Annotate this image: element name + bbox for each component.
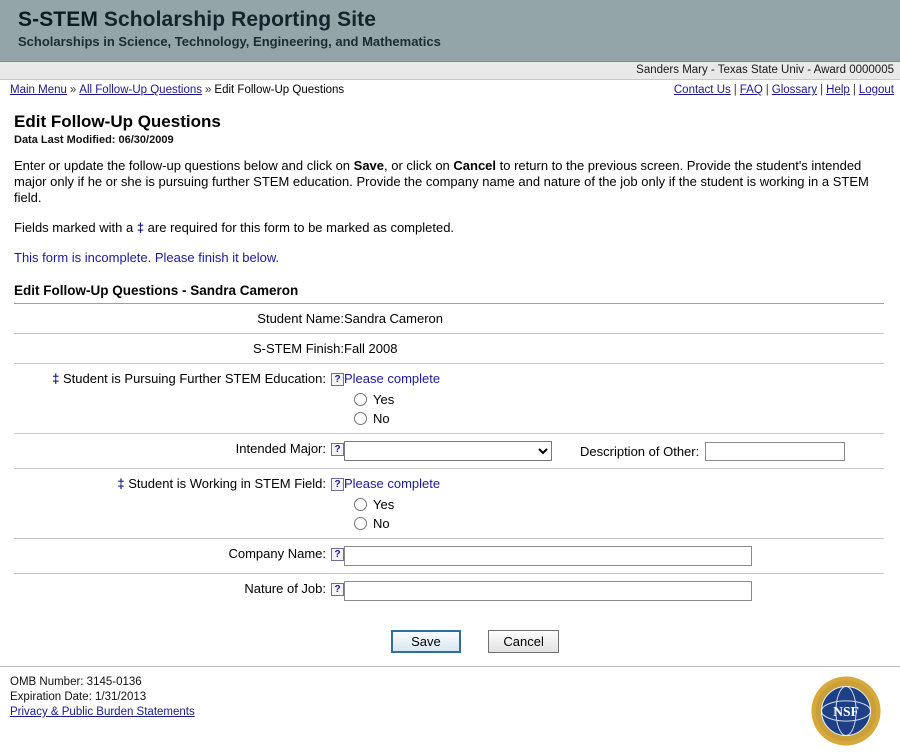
help-icon-company-name[interactable]: ? bbox=[331, 548, 344, 561]
company-name-label-text: Company Name: bbox=[228, 546, 326, 561]
data-last-modified: Data Last Modified: 06/30/2009 bbox=[14, 134, 174, 146]
sstem-finish-label: S-STEM Finish: bbox=[252, 341, 344, 356]
pursuing-education-label-text: Student is Pursuing Further STEM Education: bbox=[62, 371, 326, 386]
table-row-company-name bbox=[14, 539, 884, 574]
faq-link[interactable]: FAQ bbox=[739, 84, 763, 96]
user-info-bar bbox=[0, 62, 900, 80]
pursuing-yes-label: Yes bbox=[373, 392, 395, 407]
nsf-seal-icon bbox=[810, 675, 882, 747]
intended-major-select[interactable] bbox=[344, 441, 552, 461]
omb-number: OMB Number: 3145-0136 bbox=[10, 676, 142, 688]
nsf-seal-text: NSF bbox=[833, 704, 859, 720]
breadcrumb-separator-1: » bbox=[69, 84, 77, 96]
breadcrumb-separator-2: » bbox=[205, 84, 212, 96]
working-stem-label bbox=[14, 469, 344, 539]
breadcrumb-all-followup-questions[interactable]: All Follow-Up Questions bbox=[79, 84, 203, 96]
instructions-part-3: to return to the previous screen. Provide the student's intended major only if he or she is pursuing further STEM education. Provide the company name and nature of the job only if the student is working in a STEM field. bbox=[14, 158, 869, 205]
link-separator-2: | bbox=[765, 84, 769, 96]
pursuing-yes-radio[interactable] bbox=[354, 393, 367, 406]
required-note-part-2: are required for this form to be marked as completed. bbox=[144, 220, 455, 235]
student-name-value: Sandra Cameron bbox=[344, 311, 443, 326]
pursuing-education-field bbox=[344, 364, 884, 434]
sstem-finish-value: Fall 2008 bbox=[344, 341, 398, 356]
intended-major-label bbox=[14, 434, 344, 469]
site-subtitle: Scholarships in Science, Technology, Engineering, and Mathematics bbox=[18, 34, 441, 49]
expiration-date: Expiration Date: 1/31/2013 bbox=[10, 691, 147, 703]
help-link[interactable]: Help bbox=[826, 84, 850, 96]
site-footer bbox=[0, 666, 900, 756]
contact-us-link[interactable]: Contact Us bbox=[673, 84, 731, 96]
help-icon-pursuing[interactable]: ? bbox=[331, 373, 344, 386]
required-marker-working-icon: ‡ bbox=[117, 476, 125, 491]
save-button[interactable]: Save bbox=[391, 630, 461, 653]
breadcrumb-main-menu[interactable]: Main Menu bbox=[10, 84, 67, 96]
nature-of-job-label bbox=[14, 574, 344, 609]
student-name-label: Student Name: bbox=[257, 311, 344, 326]
working-status-message: Please complete bbox=[344, 476, 441, 491]
form-actions bbox=[14, 630, 886, 653]
cancel-button[interactable]: Cancel bbox=[488, 630, 558, 653]
pursuing-no-row[interactable] bbox=[344, 411, 884, 426]
logout-link[interactable]: Logout bbox=[858, 84, 894, 96]
site-header bbox=[0, 0, 900, 62]
working-no-label: No bbox=[373, 516, 390, 531]
pursuing-no-radio[interactable] bbox=[354, 412, 367, 425]
working-stem-label-text: Student is Working in STEM Field: bbox=[128, 476, 326, 491]
main-content bbox=[0, 100, 900, 653]
form-incomplete-message: This form is incomplete. Please finish it below. bbox=[14, 250, 280, 265]
required-note-part-1: Fields marked with a bbox=[14, 220, 137, 235]
link-separator-4: | bbox=[852, 84, 856, 96]
glossary-link[interactable]: Glossary bbox=[771, 84, 818, 96]
table-row-nature-of-job bbox=[14, 574, 884, 609]
followup-questions-form bbox=[14, 303, 884, 608]
company-name-label bbox=[14, 539, 344, 574]
table-row-working-stem bbox=[14, 469, 884, 539]
intended-major-field bbox=[344, 434, 884, 469]
pursuing-no-label: No bbox=[373, 411, 390, 426]
help-icon-working-stem[interactable]: ? bbox=[331, 478, 344, 491]
instructions-save-word: Save bbox=[353, 158, 385, 173]
working-no-row[interactable] bbox=[344, 516, 884, 531]
company-name-input[interactable] bbox=[344, 546, 752, 566]
breadcrumb-current: Edit Follow-Up Questions bbox=[214, 84, 345, 96]
instructions-part-2: , or click on bbox=[384, 158, 454, 173]
working-no-radio[interactable] bbox=[354, 517, 367, 530]
link-separator-1: | bbox=[733, 84, 737, 96]
help-icon-nature-of-job[interactable]: ? bbox=[331, 583, 344, 596]
page-title: Edit Follow-Up Questions bbox=[14, 112, 221, 131]
help-icon-intended-major[interactable]: ? bbox=[331, 443, 344, 456]
table-row-pursuing-education bbox=[14, 364, 884, 434]
working-yes-row[interactable] bbox=[344, 497, 884, 512]
user-info-text: Sanders Mary - Texas State Univ - Award 0000005 bbox=[636, 64, 894, 76]
instructions-paragraph bbox=[14, 158, 886, 206]
company-name-field bbox=[344, 539, 884, 574]
breadcrumb bbox=[10, 84, 344, 96]
working-yes-radio[interactable] bbox=[354, 498, 367, 511]
table-row-student-name bbox=[14, 304, 884, 334]
description-of-other-input[interactable] bbox=[705, 442, 845, 461]
required-marker-icon: ‡ bbox=[136, 220, 145, 235]
intended-major-label-text: Intended Major: bbox=[235, 441, 326, 456]
nature-of-job-field bbox=[344, 574, 884, 609]
working-stem-field bbox=[344, 469, 884, 539]
pursuing-status-message: Please complete bbox=[344, 371, 441, 386]
link-separator-3: | bbox=[820, 84, 824, 96]
pursuing-education-label bbox=[14, 364, 344, 434]
instructions-part-1: Enter or update the follow-up questions below and click on bbox=[14, 158, 354, 173]
privacy-statements-link[interactable]: Privacy & Public Burden Statements bbox=[10, 706, 195, 718]
table-row-intended-major bbox=[14, 434, 884, 469]
site-title-rest: Scholarship Reporting Site bbox=[97, 8, 377, 31]
nav-row bbox=[0, 80, 900, 100]
section-title: Edit Follow-Up Questions - Sandra Cameron bbox=[14, 283, 299, 298]
working-yes-label: Yes bbox=[373, 497, 395, 512]
nature-of-job-input[interactable] bbox=[344, 581, 752, 601]
site-title-lead: S-STEM bbox=[18, 8, 98, 31]
table-row-sstem-finish bbox=[14, 334, 884, 364]
nature-of-job-label-text: Nature of Job: bbox=[244, 581, 326, 596]
required-fields-note bbox=[14, 220, 886, 236]
intended-major-row bbox=[344, 441, 884, 461]
site-title bbox=[18, 8, 900, 32]
pursuing-yes-row[interactable] bbox=[344, 392, 884, 407]
utility-links bbox=[674, 84, 894, 96]
instructions-cancel-word: Cancel bbox=[453, 158, 497, 173]
description-of-other-label: Description of Other: bbox=[580, 443, 700, 459]
required-marker-pursuing-icon: ‡ bbox=[52, 371, 60, 386]
